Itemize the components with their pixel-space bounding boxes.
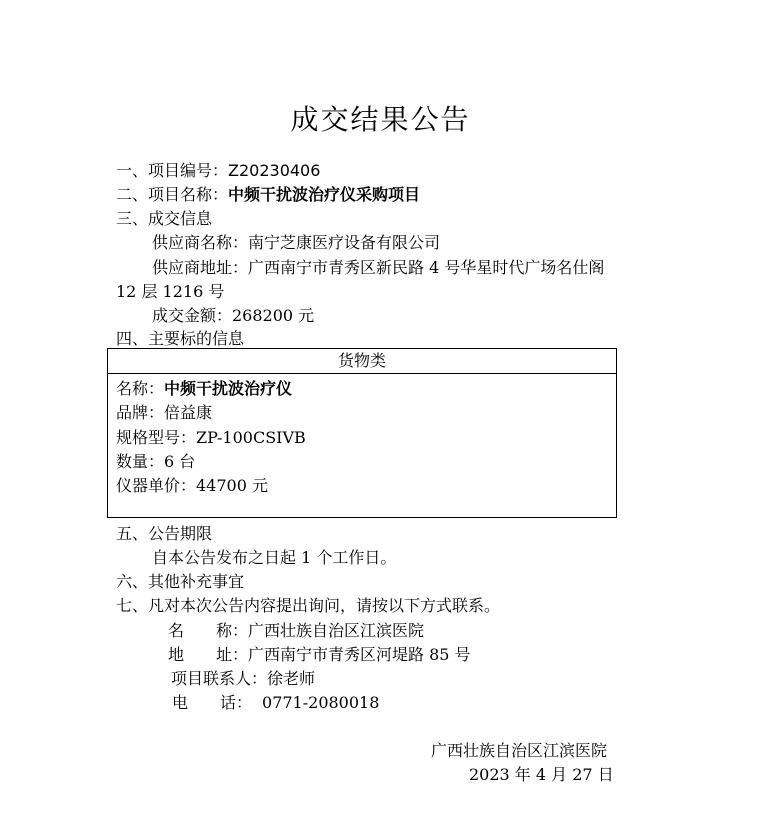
goods-name-line: [116, 376, 292, 399]
project-number-value: Z20230406: [228, 161, 321, 180]
period-text: 自本公告发布之日起 1 个工作日。: [152, 548, 397, 567]
goods-quantity: 数量：6 台: [116, 452, 196, 471]
goods-name-label: 名称：: [116, 379, 165, 398]
project-number-label: 一、项目编号：: [116, 161, 229, 180]
goods-model: 规格型号：ZP-100CSIVB: [116, 428, 306, 447]
contact-person-label: 项目联系人：: [171, 669, 268, 688]
contact-phone-label: 电 话：: [172, 693, 253, 712]
project-name-value: 中频干扰波治疗仪采购项目: [228, 185, 421, 204]
period-heading: 五、公告期限: [116, 524, 213, 543]
contact-address-value: 广西南宁市青秀区河堤路 85 号: [248, 645, 471, 664]
contact-address-label: 地 址：: [168, 645, 249, 664]
contact-person-value: 徐老师: [267, 669, 316, 688]
supplier-name: 供应商名称：南宁芝康医疗设备有限公司: [152, 233, 441, 252]
contact-address-line: [168, 642, 471, 665]
main-items-heading: 四、主要标的信息: [116, 329, 245, 348]
contact-heading: 七、凡对本次公告内容提出询问，请按以下方式联系。: [116, 596, 501, 615]
contact-phone-line: [172, 690, 379, 713]
contact-name-line: [168, 618, 424, 641]
goods-brand: 品牌：倍益康: [116, 403, 213, 422]
deal-info-heading: 三、成交信息: [116, 209, 213, 228]
page-title: 成交结果公告: [290, 103, 471, 136]
contact-person-line: [171, 666, 315, 689]
contact-name-value: 广西壮族自治区江滨医院: [248, 621, 425, 640]
project-number-line: [116, 158, 320, 181]
supplier-address-line2: 12 层 1216 号: [116, 282, 225, 301]
footer-date: 2023 年 4 月 27 日: [469, 765, 614, 784]
goods-name-value: 中频干扰波治疗仪: [164, 379, 293, 398]
footer-org: 广西壮族自治区江滨医院: [431, 741, 608, 760]
supplier-address-line1: 供应商地址：广西南宁市青秀区新民路 4 号华星时代广场名仕阁: [152, 258, 605, 277]
contact-name-label: 名 称：: [168, 621, 249, 640]
goods-unit-price: 仪器单价：44700 元: [116, 476, 268, 495]
other-heading: 六、其他补充事宜: [116, 572, 245, 591]
goods-table-header: 货物类: [108, 349, 616, 374]
deal-amount: 成交金额：268200 元: [152, 306, 315, 325]
project-name-line: [116, 182, 420, 205]
goods-table: [107, 348, 617, 518]
project-name-label: 二、项目名称：: [116, 185, 229, 204]
contact-phone-value: 0771-2080018: [262, 693, 380, 712]
